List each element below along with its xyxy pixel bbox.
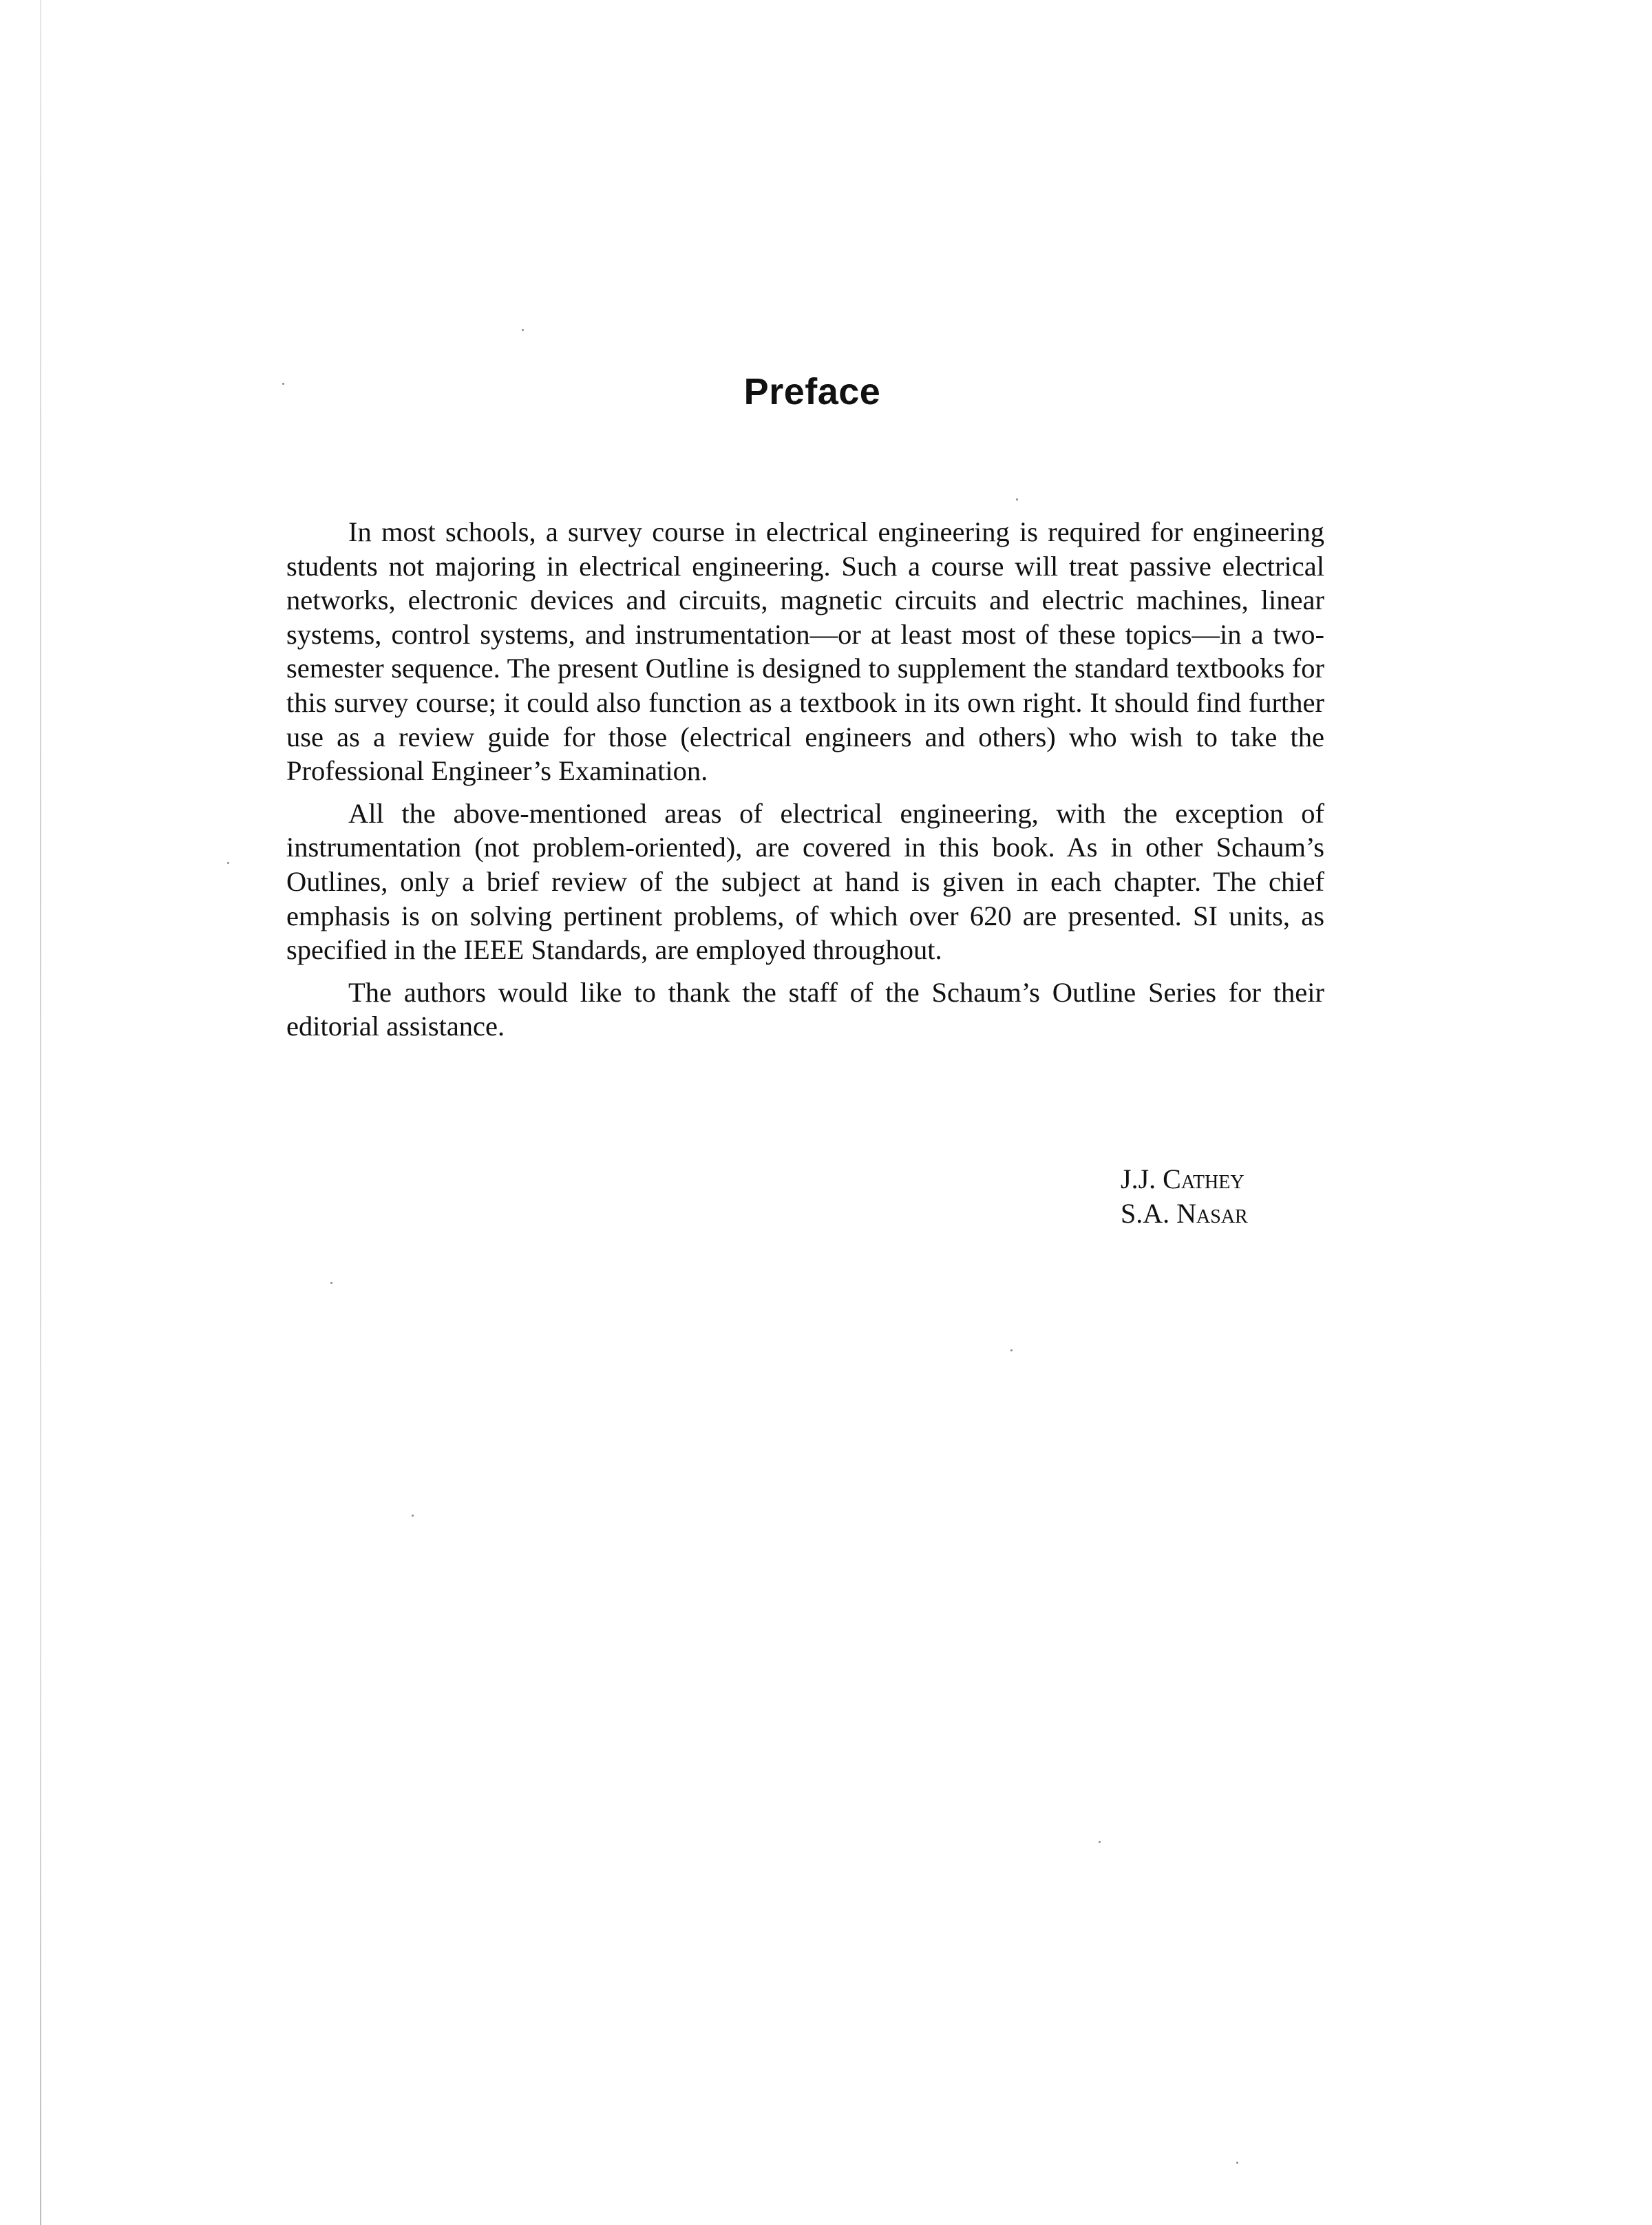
- preface-paragraph-3: The authors would like to thank the staff of the Schaum’s Outline Series for their editorial assistance.: [286, 976, 1324, 1042]
- scan-speck: [1099, 1841, 1101, 1843]
- preface-paragraph-2: All the above-mentioned areas of electrical engineering, with the exception of instrumentation (not problem-oriented), are covered in this book. As in other Schaum’s Outlines, only a brief review of the subject at hand is given in each chapter. The chief emphasis is on solving pertinent problems, of which over 620 are presented. SI units, as specified in the IEEE Standards, are employed throughout.: [286, 797, 1324, 966]
- scan-speck: [227, 862, 229, 864]
- preface-body: [286, 515, 1324, 1052]
- scan-speck: [1010, 1349, 1013, 1351]
- scan-speck: [522, 329, 524, 331]
- author-signature-block: [1121, 1162, 1248, 1231]
- scan-speck: [330, 1282, 332, 1284]
- scan-speck: [282, 383, 284, 385]
- scan-speck: [1016, 498, 1018, 500]
- author-name-2: S.A. Nasar: [1121, 1198, 1248, 1229]
- scan-speck: [412, 1515, 414, 1517]
- page-title: Preface: [743, 371, 881, 412]
- preface-paragraph-1: In most schools, a survey course in electrical engineering is required for engineering students not majoring in electrical engineering. Such a course will treat passive electrical networks, electronic devices and circuits, magnetic circuits and electric machines, linear systems, control systems, and instrumentation—or at least most of these topics—in a two-semester sequence. The present Outline is designed to supplement the standard textbooks for this survey course; it could also function as a textbook in its own right. It should find further use as a review guide for those (electrical engineers and others) who wish to take the Professional Engineer’s Examination.: [286, 516, 1324, 787]
- scan-speck: [1236, 2162, 1238, 2164]
- author-name-1: J.J. Cathey: [1121, 1163, 1245, 1194]
- page-binding-edge: [40, 0, 41, 2225]
